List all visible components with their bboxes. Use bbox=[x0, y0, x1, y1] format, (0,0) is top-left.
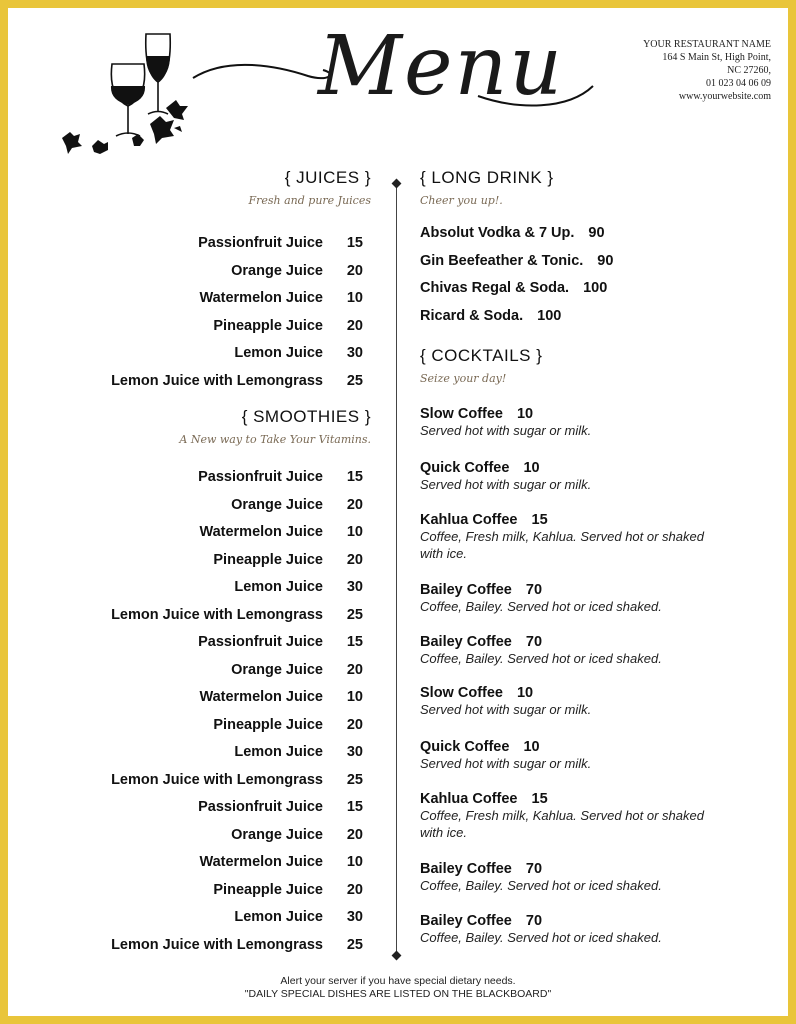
item-price: 10 bbox=[346, 689, 363, 705]
item-header bbox=[420, 913, 710, 929]
menu-page bbox=[8, 8, 788, 1016]
item-name: Passionfruit Juice bbox=[198, 469, 323, 485]
item-description: Coffee, Fresh milk, Kahlua. Served hot or shaked with ice. bbox=[420, 529, 704, 561]
item-price: 25 bbox=[346, 372, 363, 389]
item-name: Slow Coffee bbox=[420, 406, 503, 422]
menu-item bbox=[213, 882, 363, 898]
item-description: Coffee, Bailey. Served hot or iced shaked. bbox=[420, 878, 662, 893]
item-header bbox=[420, 460, 710, 476]
item-price: 15 bbox=[346, 634, 363, 650]
item-price: 10 bbox=[516, 406, 534, 422]
item-name: Chivas Regal & Soda. bbox=[420, 280, 570, 296]
menu-item bbox=[231, 827, 363, 843]
item-name: Bailey Coffee bbox=[420, 582, 512, 598]
cocktail-item bbox=[420, 861, 710, 894]
item-price: 30 bbox=[346, 909, 363, 925]
item-description: Served hot with sugar or milk. bbox=[420, 756, 592, 771]
item-price: 10 bbox=[346, 524, 363, 540]
menu-item bbox=[420, 253, 613, 269]
item-price: 25 bbox=[346, 606, 363, 623]
item-price: 15 bbox=[346, 469, 363, 485]
cocktail-item bbox=[420, 634, 710, 667]
item-name: Orange Juice bbox=[231, 496, 323, 513]
item-name: Passionfruit Juice bbox=[198, 634, 323, 650]
item-price: 10 bbox=[523, 460, 540, 476]
cocktail-item bbox=[420, 913, 710, 946]
item-name: Absolut Vodka & 7 Up. bbox=[420, 225, 575, 241]
item-name: Orange Juice bbox=[231, 661, 323, 678]
item-name: Bailey Coffee bbox=[420, 634, 512, 650]
dietary-note: Alert your server if you have special dietary needs. bbox=[280, 975, 516, 987]
cocktail-item bbox=[420, 512, 710, 562]
smoothies-heading: { SMOOTHIES } bbox=[241, 407, 371, 426]
item-header bbox=[420, 406, 710, 422]
item-name: Passionfruit Juice bbox=[198, 235, 323, 251]
cocktail-item bbox=[420, 582, 710, 615]
menu-item bbox=[231, 263, 363, 279]
address-line-2: NC 27260, bbox=[727, 65, 771, 76]
menu-item bbox=[199, 290, 363, 306]
item-price: 100 bbox=[537, 307, 562, 324]
menu-item bbox=[420, 280, 607, 296]
item-header bbox=[420, 512, 710, 528]
item-name: Lemon Juice bbox=[234, 744, 323, 760]
column-divider bbox=[396, 182, 397, 958]
item-name: Pineapple Juice bbox=[213, 881, 323, 898]
divider-bottom-ornament bbox=[392, 951, 402, 961]
smoothies-tagline: A New way to Take Your Vitamins. bbox=[179, 433, 371, 446]
item-price: 20 bbox=[346, 716, 363, 733]
menu-item bbox=[111, 937, 363, 953]
item-price: 25 bbox=[346, 936, 363, 953]
restaurant-name: YOUR RESTAURANT NAME bbox=[643, 39, 771, 50]
menu-item bbox=[198, 634, 363, 650]
cocktail-item bbox=[420, 791, 710, 841]
title-flourish bbox=[193, 65, 330, 78]
item-price: 10 bbox=[346, 854, 363, 870]
item-price: 10 bbox=[523, 739, 540, 755]
item-name: Watermelon Juice bbox=[199, 524, 323, 540]
item-description: Coffee, Fresh milk, Kahlua. Served hot or shaked with ice. bbox=[420, 808, 704, 840]
item-price: 30 bbox=[346, 345, 363, 361]
cocktails-heading: { COCKTAILS } bbox=[420, 346, 543, 365]
menu-item bbox=[111, 772, 363, 788]
menu-item bbox=[231, 662, 363, 678]
long-drink-heading: { LONG DRINK } bbox=[420, 168, 554, 187]
item-name: Bailey Coffee bbox=[420, 913, 512, 929]
item-name: Ricard & Soda. bbox=[420, 307, 524, 324]
item-name: Watermelon Juice bbox=[199, 689, 323, 705]
item-price: 20 bbox=[346, 496, 363, 513]
menu-item bbox=[231, 497, 363, 513]
item-price: 25 bbox=[346, 771, 363, 788]
item-name: Lemon Juice with Lemongrass bbox=[111, 771, 323, 788]
item-price: 100 bbox=[583, 280, 608, 296]
item-price: 15 bbox=[346, 235, 363, 251]
grape-leaves-icon bbox=[62, 100, 188, 154]
item-name: Bailey Coffee bbox=[420, 861, 512, 877]
item-price: 70 bbox=[525, 582, 543, 598]
menu-item bbox=[420, 308, 561, 324]
item-name: Slow Coffee bbox=[420, 685, 503, 701]
restaurant-info bbox=[643, 38, 771, 103]
item-name: Lemon Juice with Lemongrass bbox=[111, 936, 323, 953]
item-price: 70 bbox=[525, 634, 543, 650]
item-header bbox=[420, 861, 710, 877]
menu-item bbox=[213, 318, 363, 334]
item-header bbox=[420, 634, 710, 650]
item-description: Coffee, Bailey. Served hot or iced shaked. bbox=[420, 930, 662, 945]
menu-item bbox=[198, 799, 363, 815]
juices-tagline: Fresh and pure Juices bbox=[248, 194, 371, 207]
juices-heading: { JUICES } bbox=[284, 168, 371, 187]
item-header bbox=[420, 685, 710, 701]
long-drink-tagline: Cheer you up!. bbox=[420, 194, 503, 207]
item-name: Passionfruit Juice bbox=[198, 799, 323, 815]
cocktails-tagline: Seize your day! bbox=[420, 372, 507, 385]
item-header bbox=[420, 739, 710, 755]
menu-item bbox=[234, 909, 363, 925]
item-name: Orange Juice bbox=[231, 826, 323, 843]
item-header bbox=[420, 791, 710, 807]
item-name: Quick Coffee bbox=[420, 460, 510, 476]
blackboard-note: "DAILY SPECIAL DISHES ARE LISTED ON THE BLACKBOARD" bbox=[244, 988, 552, 1000]
item-price: 15 bbox=[346, 799, 363, 815]
item-name: Kahlua Coffee bbox=[420, 791, 518, 807]
item-price: 20 bbox=[346, 826, 363, 843]
cocktail-item bbox=[420, 460, 710, 493]
item-price: 90 bbox=[588, 225, 605, 241]
menu-item bbox=[111, 373, 363, 389]
website: www.yourwebsite.com bbox=[678, 91, 771, 102]
menu-item bbox=[234, 345, 363, 361]
item-description: Coffee, Bailey. Served hot or iced shaked. bbox=[420, 651, 662, 666]
item-price: 20 bbox=[346, 551, 363, 568]
item-description: Coffee, Bailey. Served hot or iced shaked. bbox=[420, 599, 662, 614]
item-name: Lemon Juice with Lemongrass bbox=[111, 372, 323, 389]
item-price: 30 bbox=[346, 744, 363, 760]
menu-item bbox=[199, 524, 363, 540]
item-name: Lemon Juice bbox=[234, 345, 323, 361]
item-name: Pineapple Juice bbox=[213, 716, 323, 733]
menu-item bbox=[234, 579, 363, 595]
menu-item bbox=[199, 689, 363, 705]
item-price: 10 bbox=[346, 290, 363, 306]
item-price: 20 bbox=[346, 661, 363, 678]
menu-item bbox=[420, 225, 605, 241]
menu-item bbox=[111, 607, 363, 623]
item-price: 30 bbox=[346, 579, 363, 595]
item-price: 20 bbox=[346, 881, 363, 898]
item-price: 15 bbox=[531, 512, 548, 528]
divider-top-ornament bbox=[392, 179, 402, 189]
item-price: 10 bbox=[516, 685, 534, 701]
menu-item bbox=[213, 717, 363, 733]
item-name: Orange Juice bbox=[231, 262, 323, 279]
menu-item bbox=[234, 744, 363, 760]
item-name: Gin Beefeather & Tonic. bbox=[420, 252, 584, 269]
item-price: 20 bbox=[346, 262, 363, 279]
item-header bbox=[420, 582, 710, 598]
item-name: Pineapple Juice bbox=[213, 551, 323, 568]
item-description: Served hot with sugar or milk. bbox=[420, 423, 592, 438]
menu-item bbox=[198, 235, 363, 251]
phone-number: 01 023 04 06 09 bbox=[706, 78, 771, 89]
item-description: Served hot with sugar or milk. bbox=[420, 477, 592, 492]
cocktail-item bbox=[420, 739, 710, 772]
item-price: 90 bbox=[597, 252, 614, 269]
item-name: Watermelon Juice bbox=[199, 290, 323, 306]
cocktail-item bbox=[420, 685, 710, 718]
item-name: Lemon Juice with Lemongrass bbox=[111, 606, 323, 623]
cocktail-item bbox=[420, 406, 710, 439]
menu-item bbox=[213, 552, 363, 568]
item-name: Lemon Juice bbox=[234, 579, 323, 595]
item-price: 15 bbox=[531, 791, 548, 807]
menu-item bbox=[199, 854, 363, 870]
item-name: Kahlua Coffee bbox=[420, 512, 518, 528]
item-price: 70 bbox=[525, 861, 543, 877]
address-line-1: 164 S Main St, High Point, bbox=[662, 52, 771, 63]
item-description: Served hot with sugar or milk. bbox=[420, 702, 592, 717]
page-title: Menu bbox=[318, 19, 565, 114]
menu-item bbox=[198, 469, 363, 485]
item-name: Lemon Juice bbox=[234, 909, 323, 925]
item-name: Watermelon Juice bbox=[199, 854, 323, 870]
item-name: Pineapple Juice bbox=[213, 317, 323, 334]
footer bbox=[8, 975, 788, 1001]
item-price: 70 bbox=[525, 913, 543, 929]
item-price: 20 bbox=[346, 317, 363, 334]
item-name: Quick Coffee bbox=[420, 739, 510, 755]
